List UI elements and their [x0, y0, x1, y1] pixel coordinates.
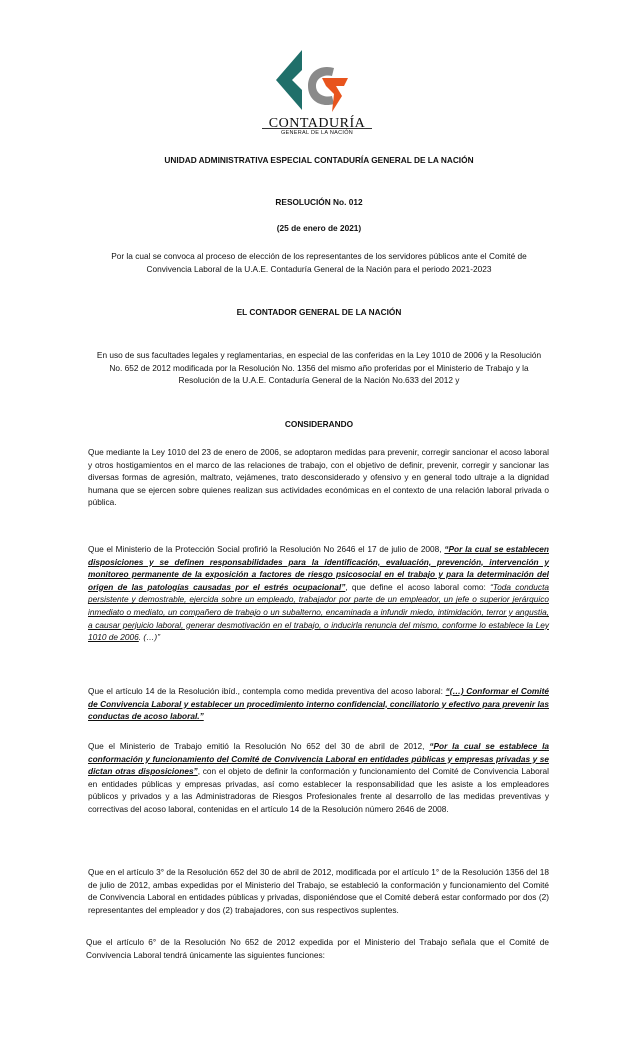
resolution-number: RESOLUCIÓN No. 012 — [275, 197, 363, 207]
p4-body: , con el objeto de definir la conformación y funcionamiento del Comité de Convivencia Laboral en entidades públicas y empresas privadas, así como establecer la responsabilidad que les asiste a los empleadores públicos y privados y a las Administradoras de Riesgos Profesionales frente al desarrollo de las medidas preventivas y correctivas del acoso laboral, contenidas en el artículo 14 de la Resolución número 2646 de 2008. — [88, 766, 550, 814]
p2-ellipsis: . (…)” — [138, 632, 160, 643]
p2-definition: “Toda conducta persistente y demostrable, ejercida sobre un empleado, trabajador por parte de un empleador, un jefe o superior jerárquico inmediato o mediato, un compañero de trabajo o un subalterno, encaminada a infundir miedo, intimidación, terror y angustia, a causar perjuicio laboral, generar desmotivación en el trabajo, o inducirla renuncia del mismo, conforme lo establece la Ley 1010 de 2006 — [88, 581, 549, 643]
paragraph-resolucion-652 — [88, 740, 549, 816]
logo-subtitle: GENERAL DE LA NACIÓN — [262, 128, 372, 136]
paragraph-articulo-6: Que el artículo 6° de la Resolución No 652 de 2012 expedida por el Ministerio del Trabajo señala que el Comité de Convivencia Laboral tendrá únicamente las siguientes funciones: — [86, 937, 549, 960]
logo-wordmark: CONTADURÍA — [268, 116, 366, 131]
authority-heading: EL CONTADOR GENERAL DE LA NACIÓN — [236, 307, 402, 317]
p3-intro: Que el artículo 14 de la Resolución ibíd., contempla como medida preventiva del acoso laboral: — [88, 686, 446, 696]
p2-quoted-title: “Por la cual se establecen disposiciones y se definen responsabilidades para la identificación, evaluación, prevención, intervención y monitoreo permanente de la exposición a factores de riesgo psicosocial en el trabajo y para la determinación del origen de las patologías causadas por el estrés ocupacional” — [88, 544, 549, 592]
entity-heading: UNIDAD ADMINISTRATIVA ESPECIAL CONTADURÍA GENERAL DE LA NACIÓN — [164, 155, 474, 165]
p4-intro: Que el Ministerio de Trabajo emitió la Resolución No 652 del 30 de abril de 2012, — [88, 741, 430, 751]
paragraph-resolucion-2646 — [88, 543, 549, 644]
p3-quote: “(…) Conformar el Comité de Convivencia Laboral y establecer un procedimiento interno confidencial, conciliatorio y efectivo para prevenir las conductas de acoso laboral.” — [88, 686, 549, 722]
legal-powers: En uso de sus facultades legales y reglamentarias, en especial de las conferidas en la Ley 1010 de 2006 y la Resolución No. 652 de 2012 modificada por la Resolución No. 1356 del mismo año proferidas por el Ministerio de Trabajo y la Resolución de la U.A.E. Contaduría General de la Nación No.633 del 2012 y — [96, 350, 542, 386]
paragraph-ley-1010: Que mediante la Ley 1010 del 23 de enero de 2006, se adoptaron medidas para prevenir, corregir sancionar el acoso laboral y otros hostigamientos en el marco de las relaciones de trabajo, con el objetivo de definir, prevenir, corregir y sancionar las diversas formas de agresión, maltrato, vejámenes, trato desconsiderado y ofensivo y en general todo ultraje a la dignidad humana que se ejercen sobre quienes realizan sus actividades económicas en el contexto de una relación laboral privada o pública. — [88, 447, 549, 508]
paragraph-articulo-3: Que en el artículo 3° de la Resolución 652 del 30 de abril de 2012, modificada por el artículo 1° de la Resolución 1356 del 18 de julio de 2012, ambas expedidas por el Ministerio del Trabajo, se estableció la conformación y funcionamiento del Comité de Convivencia Laboral en entidades públicas y privadas, disponiéndose que el Comité deberá estar conformado por dos (2) representantes del empleador y dos (2) trabajadores, con sus respectivos suplentes. — [88, 867, 549, 915]
p2-bridge: , que define el acoso laboral como: — [345, 581, 491, 592]
considering-heading: CONSIDERANDO — [284, 419, 354, 429]
resolution-summary: Por la cual se convoca al proceso de elección de los representantes de los servidores públicos ante el Comité de Convivencia Laboral de la U.A.E. Contaduría General de la Nación para el periodo 2021-2023 — [111, 251, 527, 274]
p4-quoted-title: “Por la cual se establece la conformación y funcionamiento del Comité de Convivencia Laboral en entidades públicas y empresas privadas y se dictan otras disposiciones” — [88, 741, 549, 777]
resolution-date: (25 de enero de 2021) — [276, 223, 362, 233]
p2-intro: Que el Ministerio de la Protección Social profirió la Resolución No 2646 el 17 de julio de 2008, — [88, 544, 445, 554]
paragraph-articulo-14 — [88, 685, 549, 723]
